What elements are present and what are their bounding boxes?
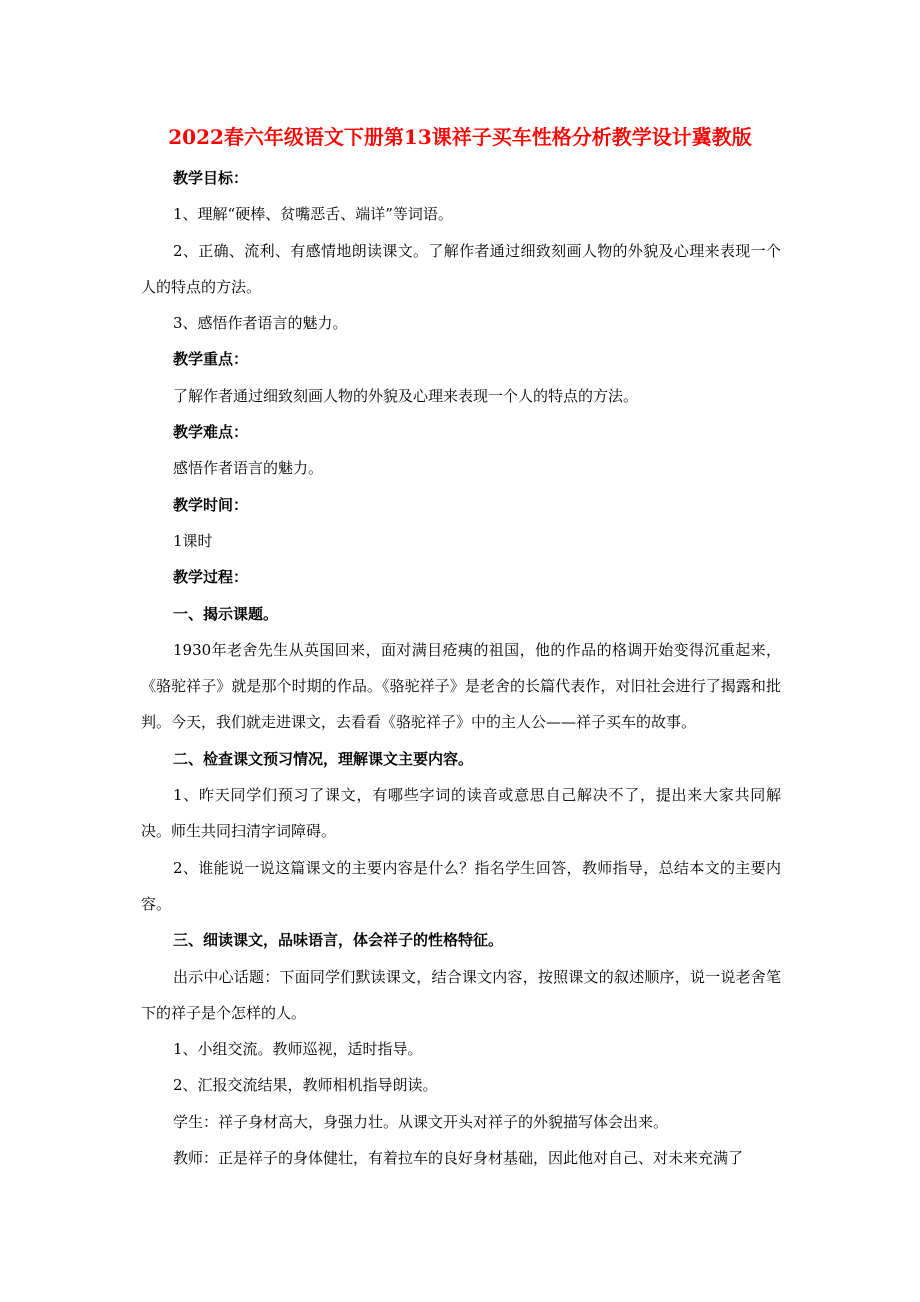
- section-heading: 教学过程：: [173, 568, 249, 587]
- section-heading: 三、细读课文，品味语言，体会祥子的性格特征。: [173, 931, 504, 950]
- section-heading: 一、揭示课题。: [173, 604, 279, 623]
- paragraph: 1、小组交流。教师巡视，适时指导。: [173, 1040, 423, 1059]
- paragraph: 1课时: [173, 531, 213, 550]
- section-heading: 教学时间：: [173, 495, 249, 514]
- paragraph: 学生：祥子身材高大，身强力壮。从课文开头对祥子的外貌描写体会出来。: [173, 1112, 669, 1131]
- paragraph: 出示中心话题：下面同学们默读课文，结合课文内容，按照课文的叙述顺序，说一说老舍笔下的祥子是个怎样的人。: [141, 967, 781, 1022]
- section-heading: 教学重点：: [173, 350, 249, 369]
- document-body: [141, 160, 781, 1176]
- paragraph: 1930年老舍先生从英国回来，面对满目疮痍的祖国，他的作品的格调开始变得沉重起来，《骆驼祥子》就是那个时期的作品。《骆驼祥子》是老舍的长篇代表作，对旧社会进行了揭露和批判。今天，我们就走进课文，去看看《骆驼祥子》中的主人公——祥子买车的故事。: [141, 640, 781, 732]
- paragraph: 2、正确、流利、有感情地朗读课文。了解作者通过细致刻画人物的外貌及心理来表现一个人的特点的方法。: [141, 241, 781, 296]
- paragraph: 1、昨天同学们预习了课文，有哪些字词的读音或意思自己解决不了，提出来大家共同解决。师生共同扫清字词障碍。: [141, 786, 781, 841]
- section-heading: 教学目标：: [173, 169, 249, 187]
- paragraph: 了解作者通过细致刻画人物的外貌及心理来表现一个人的特点的方法。: [173, 386, 639, 405]
- paragraph: 3、感悟作者语言的魅力。: [173, 314, 348, 333]
- section-heading: 二、检查课文预习情况，理解课文主要内容。: [173, 749, 474, 768]
- document-title: 2022春六年级语文下册第13课祥子买车性格分析教学设计冀教版: [168, 125, 752, 149]
- paragraph: 1、理解“硬棒、贫嘴恶舌、端详”等词语。: [173, 205, 453, 224]
- paragraph: 感悟作者语言的魅力。: [173, 459, 324, 478]
- section-heading: 教学难点：: [173, 423, 249, 442]
- paragraph: 教师：正是祥子的身体健壮，有着拉车的良好身材基础，因此他对自己、对未来充满了: [173, 1149, 744, 1168]
- paragraph: 2、谁能说一说这篇课文的主要内容是什么？指名学生回答，教师指导，总结本文的主要内容。: [141, 858, 781, 913]
- paragraph: 2、汇报交流结果，教师相机指导朗读。: [173, 1076, 438, 1095]
